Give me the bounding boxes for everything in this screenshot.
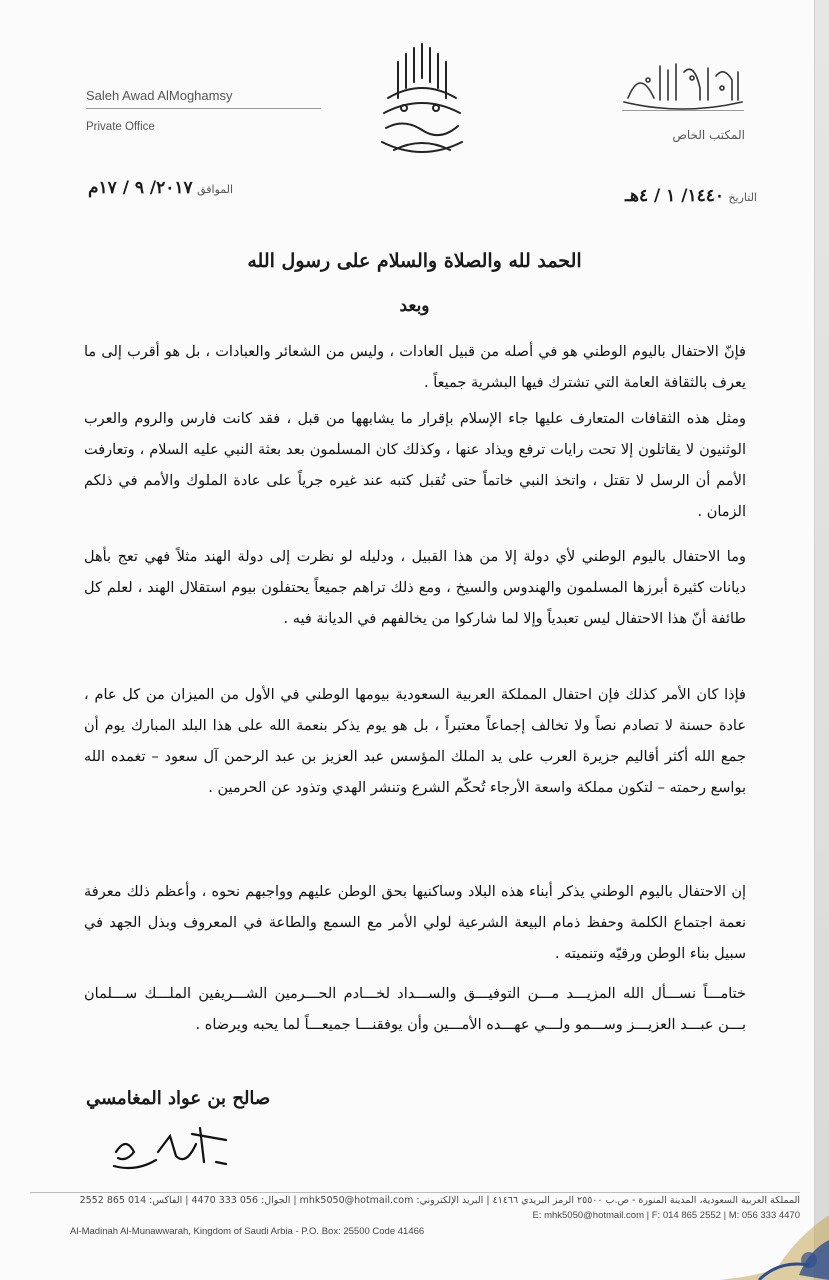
letter-heading: الحمد لله والصلاة والسلام على رسول الله bbox=[247, 250, 582, 272]
paragraph-3: وما الاحتفال باليوم الوطني لأي دولة إلا من هذا القبيل ، ودليله لو نظرت إلى دولة الهند مثلاً فهي تعج بأهل ديانات كثيرة أبرزها المسلمون والهندوس والسيخ ، ومع ذلك تراهم جميعاً يحتفلون بيوم استقلال الهند ، لعلم كل طائفة أنّ هذا الاحتفال ليس تعبدياً وإلا لما شاركوا من يخالفهم في الديانة فيه . bbox=[84, 549, 746, 627]
footer-email-label-ar: البريد الإلكتروني: bbox=[416, 1195, 484, 1206]
header-divider-right bbox=[622, 110, 744, 111]
footer-arabic-contacts: المملكة العربية السعودية، المدينة المنورة - ص.ب ٢٥٥٠٠ الرمز البريدي ٤١٤٦٦ | البريد الإلكتروني: mhk5050@hotmail.com | الجوال: 056 333 4470 | الفاكس: 014 865 2552 bbox=[79, 1195, 800, 1206]
basmala-calligraphy bbox=[374, 38, 470, 164]
decorative-border bbox=[814, 0, 829, 1280]
footer-mobile-ar: 056 333 4470 bbox=[191, 1195, 259, 1206]
paragraph-1: فإنّ الاحتفال باليوم الوطني هو في أصله من قبيل العادات ، وليس من الشعائر والعبادات ، بل هو أقرب إلى ما يعرف بالثقافة العامة التي تشترك فيها البشرية جميعاً . bbox=[84, 344, 746, 391]
footer-email-ar[interactable]: mhk5050@hotmail.com bbox=[299, 1195, 414, 1206]
signatory-name: صالح بن عواد المغامسي bbox=[86, 1088, 271, 1109]
paragraph-5: إن الاحتفال باليوم الوطني يذكر أبناء هذه البلاد وساكنيها بحق الوطن عليهم وواجبهم نحوه ، وأعظم ذلك معرفة نعمة اجتماع الكلمة وحفظ ذمام البيعة الشرعية لولي الأمر مع السمع والطاعة في المعروف وبذل الجهد في سبيل بناء الوطن ورقيّه وتنميته . bbox=[84, 884, 746, 962]
paragraph-6: ختامـــاً نســـأل الله المزيـــد مـــن التوفيـــق والســـداد لخـــادم الحـــرمين الشـــريفين الملـــك ســـلمان بـــن عبـــد العزيـــز وســـمو ولـــي عهـــده الأمـــين وأن يوفقنـــا جميعـــاً لما يحبه ويرضاه . bbox=[84, 986, 746, 1033]
footer-mobile-label-ar: الجوال: bbox=[261, 1195, 291, 1206]
header-divider-left bbox=[86, 108, 321, 109]
paragraph-2: ومثل هذه الثقافات المتعارف عليها جاء الإسلام بإقرار ما يشابهها من قبل ، فقد كانت فارس والروم والعرب الوثنيون لا يقاتلون إلا تحت رايات ترفع ويذاد عنها ، وكذلك كان المسلمون بعد بعثة النبي عليه السلام ، وتعارفت الأمم أن الرسل لا تقتل ، واتخذ النبي خاتماً حتى تُقبل كتبه عند غيره جرياً على عادة الملوك والأمم في ذلكم الزمان . bbox=[84, 411, 746, 520]
footer-english-address: Al-Madinah Al-Munawwarah, Kingdom of Saudi Arbia - P.O. Box: 25500 Code 41466 bbox=[70, 1226, 425, 1237]
gregorian-date bbox=[88, 178, 233, 198]
footer-address-ar: المملكة العربية السعودية، المدينة المنورة - ص.ب ٢٥٥٠٠ الرمز البريدي ٤١٤٦٦ bbox=[492, 1195, 800, 1206]
footer-fax-ar: 014 865 2552 bbox=[79, 1195, 147, 1206]
hijri-date-label: التاريخ bbox=[728, 191, 757, 204]
footer-fax-label-ar: الفاكس: bbox=[149, 1195, 183, 1206]
paragraph-4: فإذا كان الأمر كذلك فإن احتفال المملكة العربية السعودية بيومها الوطني في الأول من الميزان من كل عام ، عادة حسنة لا تصادم نصاً ولا تخالف إجماعاً معتبراً ، بل هو يوم يذكر بنعمة الله على هذا البلد المبارك يوم أن جمع الله أكثر أقاليم جزيرة العرب على يد الملك المؤسس عبد العزيز بن عبد الرحمن آل سعود – تغمده الله بواسع رحمته – لتكون مملكة واسعة الأرجاء تُحكّم الشرع وتنشر الهدي وتذود عن الحرمين . bbox=[84, 687, 746, 796]
hijri-date bbox=[625, 186, 757, 206]
english-name: Saleh Awad AlMoghamsy bbox=[86, 88, 233, 103]
english-office: Private Office bbox=[86, 121, 155, 133]
footer-divider bbox=[30, 1192, 800, 1193]
arabic-name-logo bbox=[620, 58, 745, 118]
letter-subheading: وبعد bbox=[399, 296, 430, 316]
hijri-date-value: ١٤٤٠/ ١ / ٤هـ bbox=[625, 186, 724, 206]
arabic-office: المكتب الخاص bbox=[672, 128, 745, 142]
handwritten-signature bbox=[96, 1122, 266, 1180]
gregorian-date-value: ٢٠١٧/ ٩ / ١٧م bbox=[88, 178, 193, 198]
gregorian-date-label: الموافق bbox=[197, 183, 234, 196]
footer-english-contacts: E: mhk5050@hotmail.com | F: 014 865 2552 | M: 056 333 4470 bbox=[532, 1210, 800, 1221]
